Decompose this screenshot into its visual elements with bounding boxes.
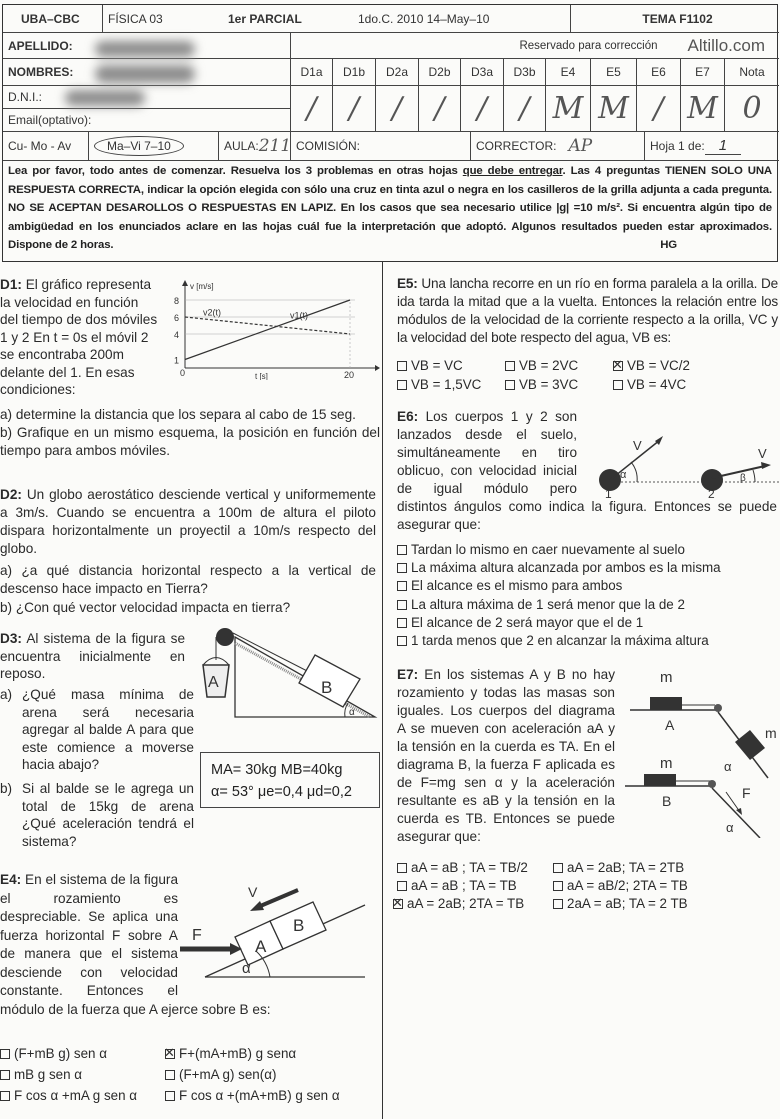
checkbox[interactable] [553,863,563,873]
d2-label: D2: [0,487,22,502]
e7-fig-label-b: B [662,793,672,809]
e6-projectiles-figure [585,420,780,500]
d3-statement [0,630,185,683]
e7-option[interactable] [553,896,688,911]
x-tick-label: 0 [180,368,186,378]
email-label: Email(optativo): [8,113,92,127]
hoja-value: 1 [705,137,741,155]
grade-mark: M [552,91,584,126]
instructions-initials: HG [660,239,677,251]
d1-label: D1: [0,277,22,292]
e7-text: En los sistemas A y B no hay rozamiento y todas las masas son iguales. Los cuerpos del diagrama A se mueven con aceleración aA y la tensión en la cuerda es TA. En el diagrama B, la fuerza F aplicada es de F=mg sen α y la aceleración resultante es aB y la tensión en la cuerda es TB. Entonces se puede asegurar que: [397,667,615,844]
y-tick-label: 1 [174,355,180,366]
d2-part-a: a) ¿a qué distancia horizontal respecto a la vertical de descenso hace impacto en Tierra? [0,563,376,596]
option-label: aA = aB ; TA = TB/2 [411,860,528,875]
option-label: aA = 2aB; 2TA = TB [407,896,525,911]
d3-fig-alpha: α [349,707,355,718]
d3-b-label: b) [0,781,13,796]
turno-cell [89,132,219,161]
checkbox[interactable] [505,380,515,390]
e5-text: Una lancha recorre en un río en forma paralela a la orilla. De ida tarda la mitad que a la vuelta. Entonces la relación entre los módulos de la velocidad de la corriente respecto a la orilla, VC y la velocidad del bote respecto del agua, VB es: [397,276,778,345]
e6-label: E6: [397,409,419,424]
grade-mark: / [348,91,360,126]
grade-column-e7: E7 [681,59,725,86]
e7-fig-m-a: m [660,669,673,686]
corrector-value: AP [568,136,593,156]
option-label: La máxima altura alcanzada por ambos es la misma [411,560,721,575]
grade-cell-d2b [419,86,461,132]
option-label: El alcance es el mismo para ambos [411,578,623,593]
comision-label: COMISIÓN: [296,139,361,153]
e5-label: E5: [397,276,418,291]
e7-option[interactable] [553,860,684,875]
checkbox[interactable] [397,600,407,610]
grade-cell-e5 [591,86,637,132]
dni-field[interactable] [3,86,291,109]
e7-option[interactable] [397,860,528,875]
grade-mark: M [598,91,629,126]
checkbox[interactable] [553,881,563,891]
e7-option[interactable] [393,896,524,911]
exam-name: 1er PARCIAL [223,5,353,33]
e7-systems-figure [620,668,780,838]
checkbox[interactable] [397,881,407,891]
checkbox[interactable] [0,1049,10,1059]
sede: Cu- Mo - Av [3,132,89,161]
grade-cell-nota [725,86,779,132]
e6-option[interactable] [397,560,721,575]
e6-text: Los cuerpos 1 y 2 son lanzados desde el suelo, simultáneamente en tiro oblicuo, con velocidad inicial de igual módulo pero distintos ángulos como indica la figura. Entonces se puede asegurar que: [397,409,777,532]
y-tick-label: 8 [174,296,180,306]
checkbox[interactable] [165,1070,175,1080]
d3-angle-friction: α= 53° μe=0,4 μd=0,2 [211,784,352,800]
redacted-nombres [95,65,195,83]
x-axis-arrow [375,365,380,371]
e7-fig-label-f: F [742,785,751,801]
d3-part-a: ¿Qué masa mínima de arena será necesaria agregar al balde A para que este comience a moverse hacia abajo? [22,687,194,772]
redacted-dni [65,90,145,106]
option-label: (F+mA g) sen(α) [179,1067,277,1082]
e7-option[interactable] [397,878,517,893]
e4-option[interactable] [0,1067,82,1082]
option-label: VB = 4VC [627,377,687,392]
aula-value: 211 [258,136,292,156]
tema: TEMA F1102 [571,5,779,33]
checkbox[interactable] [165,1091,175,1101]
d1-text: El gráfico representa la velocidad en función del tiempo de dos móviles 1 y 2 En t = 0s el móvil 2 se encontraba 200m delante del 1. En esas condiciones: [0,277,158,397]
grade-mark: 0 [742,91,762,126]
grade-cell-d3a [461,86,504,132]
e6-option[interactable] [397,597,685,612]
grade-column-d1b: D1b [333,59,376,86]
d3-fig-label-a: A [208,674,219,691]
option-label: VB = VC/2 [627,358,690,373]
e7-fig-m-b: m [660,755,673,772]
e6-option[interactable] [397,615,643,630]
e4-text: En el sistema de la figura el rozamiento es despreciable. Se aplica una fuerza horizontal F sobre A de manera que el sistema desciende con velocidad constante. Entonces el módulo de la fuerza que A ejerce sobre B es: [0,872,271,1017]
grade-column-d3a: D3a [461,59,504,86]
e6-fig-label-1: 1 [605,487,612,500]
option-label: aA = aB ; TA = TB [411,878,517,893]
grade-mark: / [391,91,403,126]
d3-text: Al sistema de la figura se encuentra inicialmente en reposo. [0,631,186,681]
e4-option[interactable] [0,1046,107,1061]
e4-fig-alpha: α [242,960,251,977]
e4-label: E4: [0,872,22,887]
e5-option[interactable] [613,358,690,373]
checkbox[interactable] [397,545,407,555]
e6-option[interactable] [397,633,709,648]
checkbox[interactable] [553,899,563,909]
checkbox[interactable] [613,380,623,390]
grade-cell-d2a [376,86,419,132]
e6-fig-v2: V [758,446,767,461]
d2-part-b: b) ¿Con qué vector velocidad impacta en tierra? [0,600,291,615]
reserved-row [291,33,779,59]
option-label: El alcance de 2 será mayor que el de 1 [411,615,644,630]
e5-option[interactable] [613,377,686,392]
aula-label: AULA: [224,139,259,153]
checked-checkbox[interactable] [393,899,403,909]
grade-cell-d1a [291,86,333,132]
option-label: aA = 2aB; TA = 2TB [567,860,685,875]
e6-fig-label-2: 2 [708,487,715,500]
e7-fig-label-a: A [665,717,675,733]
e6-fig-beta: β [740,473,746,484]
e4-fig-label-f: F [192,927,202,944]
instructions-text: Lea por favor, todo antes de comenzar. Resuelva los 3 problemas en otras hojas [8,165,463,177]
comision-field[interactable] [291,132,471,161]
d3-part-b: Si al balde se le agrega un total de 15kg de arena ¿Qué aceleración tendrá el sistema? [22,781,194,849]
checked-checkbox[interactable] [165,1049,175,1059]
watermark: Altillo.com [687,35,765,55]
instructions [8,162,772,255]
e5-option[interactable] [397,358,463,373]
e6-option[interactable] [397,578,622,593]
grade-column-d3b: D3b [504,59,546,86]
series-line-2 [185,317,350,334]
checkbox[interactable] [397,361,407,371]
e5-option[interactable] [505,377,578,392]
option-label: F cos α +(mA+mB) g sen α [179,1088,340,1103]
grade-column-d2a: D2a [376,59,419,86]
e7-label: E7: [397,667,419,682]
d3-label: D3: [0,631,22,646]
instructions-text-2: . Las 4 preguntas TIENEN SOLO UNA RESPUESTA CORRECTA, indicar la opción elegida con sólo una cruz en tinta azul o negra en los casilleros de la grilla adjunta a cada pregunta. NO SE ACEPTAN DESAROLLOS O RESPUESTAS EN LAPIZ. En los casos que sea necesario utilice |g| =10 m/s². Si encuentra algún tipo de ambigüedad en los enunciados aclare en las hojas cuál fue la interpretación que adoptó. Algunos resultados pueden estar aproximados. Dispone de 2 horas. [8,165,772,251]
checkbox[interactable] [397,581,407,591]
d3-part-b-1 [22,780,194,850]
d1-part-b: b) Grafique en un mismo esquema, la posición en función del tiempo para ambos móviles. [0,425,380,458]
grade-cell-e7 [681,86,725,132]
y-tick-label: 6 [174,313,180,323]
checkbox[interactable] [397,863,407,873]
x-axis-label: t [s] [255,372,268,380]
e5-option[interactable] [397,377,481,392]
instructions-underlined: que debe entregar [462,165,563,177]
reserved-label: Reservado para corrección [519,39,658,52]
d3-incline-pulley-figure [195,625,380,745]
checkbox[interactable] [397,636,407,646]
e5-option[interactable] [505,358,578,373]
d3-a-label: a) [0,687,13,702]
d2-text: Un globo aerostático desciende vertical y uniformemente a 3m/s. Cuando se encuentra a 100m de altura el piloto dispara horizontalmente un proyectil a 10m/s respecto del globo. [0,487,376,556]
d1-statement [0,276,158,399]
grade-cell-d1b [333,86,376,132]
column-divider [382,262,383,1119]
e4-fig-label-v: V [248,885,258,900]
option-label: F cos α +mA g sen α [14,1088,138,1103]
e5-statement [397,275,778,347]
e7-option[interactable] [553,878,688,893]
option-label: aA = aB/2; 2TA = TB [567,878,688,893]
grade-column-nota: Nota [725,59,779,86]
e4-option[interactable] [0,1088,137,1103]
grade-column-d2b: D2b [419,59,461,86]
option-label: VB = 2VC [519,358,579,373]
e4-fig-label-b: B [293,916,305,935]
e4-fig-label-a: A [255,937,267,956]
d2-statement [0,486,376,558]
grade-mark: / [476,91,488,126]
grade-mark: / [434,91,445,126]
apellido-label: APELLIDO: [8,38,73,53]
checkbox[interactable] [397,563,407,573]
option-label: F+(mA+mB) g senα [179,1046,297,1061]
checkbox[interactable] [0,1091,10,1101]
option-label: VB = VC [411,358,463,373]
series-label: v1(t) [290,310,308,321]
e7-fig-m-a2: m [765,725,777,741]
e4-option[interactable] [165,1088,340,1103]
nombres-label: NOMBRES: [8,65,74,79]
hoja-label: Hoja 1 de: [650,139,705,153]
checkbox[interactable] [505,361,515,371]
turno: Ma–Vi 7–10 [94,136,184,156]
email-field[interactable] [3,109,291,132]
grade-mark: M [687,91,718,126]
x-tick-label: 20 [344,370,355,380]
e4-option[interactable] [165,1067,276,1082]
y-axis-label: v [m/s] [190,282,214,291]
d1-velocity-chart [170,280,380,380]
y-tick-label: 4 [174,330,180,340]
grade-cell-e6 [637,86,681,132]
corrector-label: CORRECTOR: [476,139,557,153]
grade-cell-d3b [504,86,546,132]
grade-cell-e4 [546,86,591,132]
checkbox[interactable] [0,1070,10,1080]
d3-masses: MA= 30kg MB=40kg [211,762,343,778]
e6-option[interactable] [397,542,685,557]
grade-mark: / [519,91,530,126]
term-date: 1do.C. 2010 14–May–10 [353,5,571,33]
hoja-field[interactable] [645,132,779,161]
option-label: VB = 3VC [519,377,579,392]
e7-fig-alpha-b: α [726,820,734,835]
grade-column-d1a: D1a [291,59,333,86]
d3-parameters [200,752,380,808]
option-label: 1 tarda menos que 2 en alcanzar la máxima altura [411,633,709,648]
option-label: VB = 1,5VC [411,377,482,392]
grade-column-e5: E5 [591,59,637,86]
e6-fig-alpha: α [620,469,627,481]
e7-fig-alpha-a: α [724,759,732,774]
y-axis-arrow [182,280,188,286]
grade-column-e6: E6 [637,59,681,86]
option-label: Tardan lo mismo en caer nuevamente al suelo [411,542,685,557]
option-label: La altura máxima de 1 será menor que la de 2 [411,597,685,612]
grade-mark: / [653,91,664,126]
e6-fig-v1: V [633,438,642,453]
aula-field[interactable] [219,132,291,161]
course: FÍSICA 03 [103,5,223,33]
dni-label: D.N.I.: [8,90,43,104]
d1-part-a: a) determine la distancia que los separa al cabo de 15 seg. [0,407,356,422]
option-label: mB g sen α [14,1067,83,1082]
grade-mark: / [306,91,317,126]
e4-incline-figure [180,885,370,990]
corrector-field[interactable] [471,132,645,161]
option-label: 2aA = aB; TA = 2 TB [567,896,688,911]
series-label: v2(t) [203,307,221,318]
checkbox[interactable] [397,618,407,628]
redacted-apellido [95,41,195,57]
checked-checkbox[interactable] [613,361,623,371]
checkbox[interactable] [397,380,407,390]
option-label: (F+mB g) sen α [14,1046,107,1061]
grade-column-e4: E4 [546,59,591,86]
e4-option[interactable] [165,1046,296,1061]
d3-fig-label-b: B [321,678,333,697]
university: UBA–CBC [3,5,103,33]
